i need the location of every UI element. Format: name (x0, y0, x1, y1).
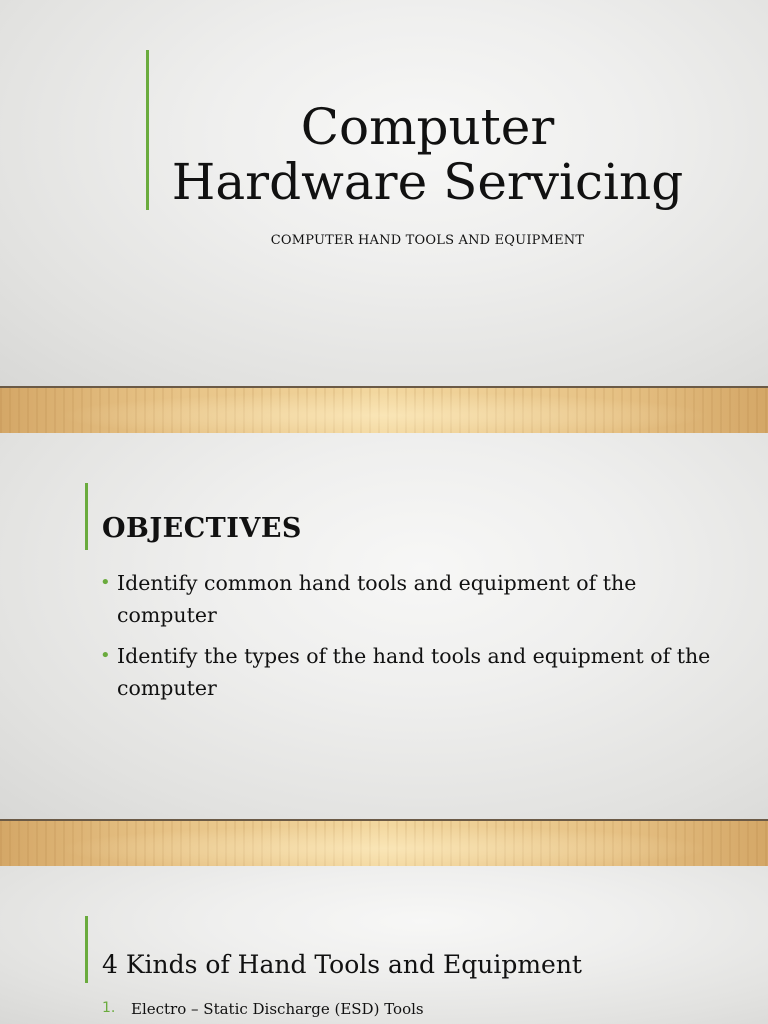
bullet-icon: • (100, 645, 111, 666)
list-item (100, 640, 740, 704)
objectives-heading: OBJECTIVES (102, 513, 302, 544)
list-number: 1. (102, 1000, 116, 1016)
bullet-icon: • (100, 572, 111, 593)
title-line-2: Hardware Servicing (171, 153, 684, 211)
bullet-text: Identify common hand tools and equipment of the computer (117, 571, 637, 627)
kinds-heading: 4 Kinds of Hand Tools and Equipment (102, 950, 582, 979)
list-item-text: Electro – Static Discharge (ESD) Tools (131, 1000, 424, 1018)
presentation-title (160, 100, 695, 210)
slide-objectives (0, 433, 768, 820)
accent-bar (146, 50, 149, 210)
slide-title (0, 0, 768, 387)
accent-bar (85, 483, 88, 550)
title-line-1: Computer (300, 98, 555, 156)
accent-bar (85, 916, 88, 983)
list-item (102, 1000, 424, 1018)
objectives-list (100, 567, 740, 713)
bullet-text: Identify the types of the hand tools and equipment of the computer (117, 644, 711, 700)
slide-kinds (0, 866, 768, 1024)
kinds-list (102, 1000, 424, 1018)
presentation-subtitle: COMPUTER HAND TOOLS AND EQUIPMENT (270, 233, 585, 248)
slide-separator (0, 819, 768, 867)
list-item (100, 567, 740, 631)
slide-separator (0, 386, 768, 434)
